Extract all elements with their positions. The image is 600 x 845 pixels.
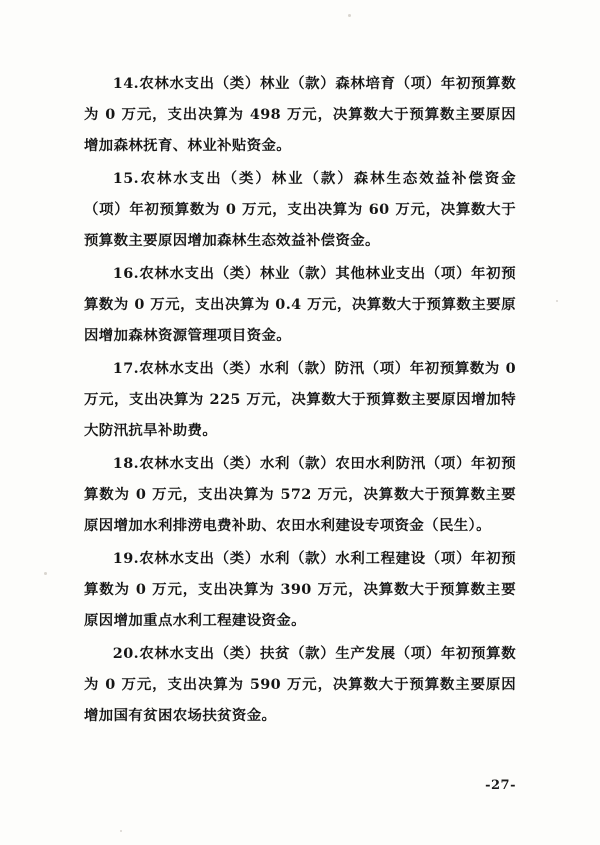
paragraph-20: 20.农林水支出（类）扶贫（款）生产发展（项）年初预算数为 0 万元，支出决算为 590 万元，决算数大于预算数主要原因增加国有贫困农场扶贫资金。 — [84, 645, 516, 724]
paragraph-17: 17.农林水支出（类）水利（款）防汛（项）年初预算数为 0 万元，支出决算为 225 万元，决算数大于预算数主要原因增加特大防汛抗旱补助费。 — [84, 360, 516, 439]
scan-speck — [120, 830, 122, 832]
scan-speck — [348, 14, 351, 17]
page-number: -27- — [485, 778, 516, 793]
document-body — [84, 68, 516, 733]
paragraph-15: 15.农林水支出（类）林业（款）森林生态效益补偿资金（项）年初预算数为 0 万元，支出决算为 60 万元，决算数大于预算数主要原因增加森林生态效益补偿资金。 — [84, 170, 516, 249]
paragraph-19: 19.农林水支出（类）水利（款）水利工程建设（项）年初预算数为 0 万元，支出决算为 390 万元，决算数大于预算数主要原因增加重点水利工程建设资金。 — [84, 550, 516, 629]
paragraph-14: 14.农林水支出（类）林业（款）森林培育（项）年初预算数为 0 万元，支出决算为 498 万元，决算数大于预算数主要原因增加森林抚育、林业补贴资金。 — [84, 75, 516, 154]
paragraph-16: 16.农林水支出（类）林业（款）其他林业支出（项）年初预算数为 0 万元，支出决算为 0.4 万元，决算数大于预算数主要原因增加森林资源管理项目资金。 — [84, 265, 516, 344]
paragraph-18: 18.农林水支出（类）水利（款）农田水利防汛（项）年初预算数为 0 万元，支出决算为 572 万元，决算数大于预算数主要原因增加水利排涝电费补助、农田水利建设专项资金（民生）。 — [84, 455, 516, 534]
scan-speck — [556, 300, 558, 302]
scan-speck — [44, 572, 47, 575]
